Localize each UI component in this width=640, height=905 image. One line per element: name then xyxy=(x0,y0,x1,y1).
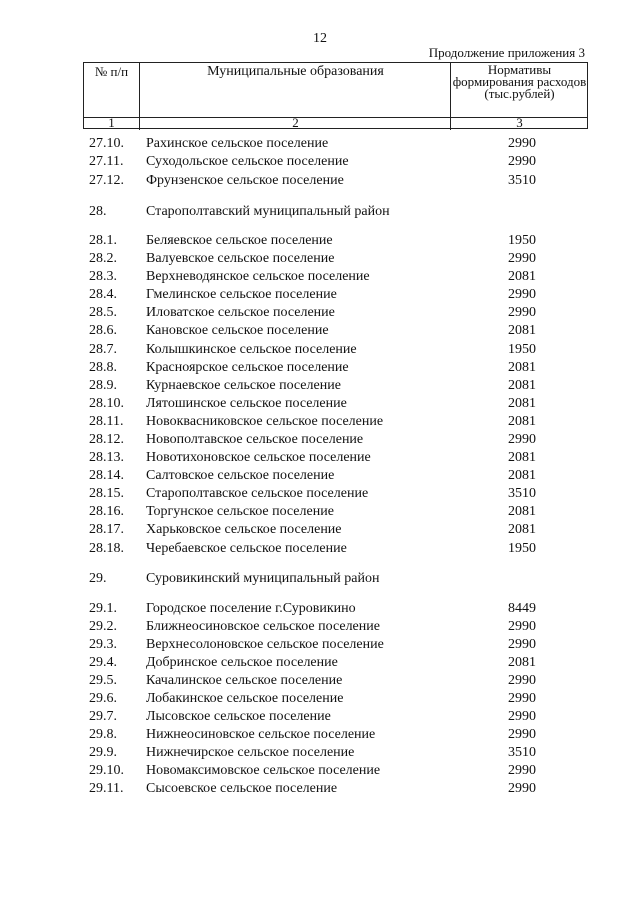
row-number: 28.18. xyxy=(89,541,124,556)
table-row xyxy=(0,467,640,484)
column-number-1: 1 xyxy=(108,115,115,130)
norm-value: 2990 xyxy=(508,709,536,724)
row-number: 29.1. xyxy=(89,601,117,616)
norm-value: 3510 xyxy=(508,173,536,188)
table-row xyxy=(0,690,640,707)
row-number: 29.5. xyxy=(89,673,117,688)
norm-value: 2990 xyxy=(508,619,536,634)
row-number: 28.7. xyxy=(89,342,117,357)
table-row xyxy=(0,449,640,466)
norm-value: 2990 xyxy=(508,305,536,320)
table-row xyxy=(0,654,640,671)
table-row xyxy=(0,521,640,538)
norm-value: 2990 xyxy=(508,691,536,706)
row-number: 28.11. xyxy=(89,414,124,429)
table-row xyxy=(0,153,640,170)
municipality-name: Сысоевское сельское поселение xyxy=(146,781,338,796)
municipality-name: Салтовское сельское поселение xyxy=(146,468,335,483)
municipality-name: Колышкинское сельское поселение xyxy=(146,342,357,357)
row-number: 29.7. xyxy=(89,709,117,724)
norm-value: 2990 xyxy=(508,673,536,688)
header-col-number: № п/п xyxy=(94,64,129,79)
municipality-name: Нижнеосиновское сельское поселение xyxy=(146,727,376,742)
norm-value: 2990 xyxy=(508,432,536,447)
table-row xyxy=(0,286,640,303)
row-number: 27.11. xyxy=(89,154,124,169)
municipality-name: Старополтавский муниципальный район xyxy=(146,204,390,219)
municipality-name: Нижнечирское сельское поселение xyxy=(146,745,355,760)
page-number: 12 xyxy=(313,31,327,46)
table-row xyxy=(0,540,640,557)
row-number: 28.5. xyxy=(89,305,117,320)
norm-value: 2081 xyxy=(508,504,536,519)
municipality-name: Рахинское сельское поселение xyxy=(146,136,329,151)
row-number: 28.15. xyxy=(89,486,124,501)
municipality-name: Лятошинское сельское поселение xyxy=(146,396,347,411)
table-row xyxy=(0,708,640,725)
norm-value: 2990 xyxy=(508,781,536,796)
row-number: 28.12. xyxy=(89,432,124,447)
table-row xyxy=(0,232,640,249)
norm-value: 3510 xyxy=(508,745,536,760)
row-number: 28.13. xyxy=(89,450,124,465)
row-number: 28.9. xyxy=(89,378,117,393)
municipality-name: Верхнесолоновское сельское поселение xyxy=(146,637,384,652)
row-number: 29.6. xyxy=(89,691,117,706)
municipality-name: Торгунское сельское поселение xyxy=(146,504,334,519)
row-number: 28.14. xyxy=(89,468,124,483)
norm-value: 2990 xyxy=(508,136,536,151)
table-row xyxy=(0,203,640,220)
row-number: 29.8. xyxy=(89,727,117,742)
row-number: 28.1. xyxy=(89,233,117,248)
table-row xyxy=(0,377,640,394)
municipality-name: Качалинское сельское поселение xyxy=(146,673,343,688)
municipality-name: Валуевское сельское поселение xyxy=(146,251,335,266)
row-number: 27.12. xyxy=(89,173,124,188)
row-number: 28.10. xyxy=(89,396,124,411)
municipality-name: Старополтавское сельское поселение xyxy=(146,486,369,501)
table-row xyxy=(0,726,640,743)
header-column-numbers xyxy=(84,117,587,129)
municipality-name: Лысовское сельское поселение xyxy=(146,709,331,724)
norm-value: 1950 xyxy=(508,342,536,357)
norm-value: 2990 xyxy=(508,763,536,778)
municipality-name: Суходольское сельское поселение xyxy=(146,154,349,169)
table-row xyxy=(0,268,640,285)
municipality-name: Ближнеосиновское сельское поселение xyxy=(146,619,380,634)
continuation-note: Продолжение приложения 3 xyxy=(428,45,585,60)
row-number: 28.16. xyxy=(89,504,124,519)
table-row xyxy=(0,485,640,502)
row-number: 28. xyxy=(89,204,107,219)
norm-value: 2990 xyxy=(508,637,536,652)
norm-value: 2081 xyxy=(508,396,536,411)
norm-value: 2990 xyxy=(508,287,536,302)
table-row xyxy=(0,172,640,189)
table-row xyxy=(0,431,640,448)
municipality-name: Харьковское сельское поселение xyxy=(146,522,342,537)
norm-value: 2081 xyxy=(508,360,536,375)
norm-value: 2081 xyxy=(508,378,536,393)
municipality-name: Беляевское сельское поселение xyxy=(146,233,333,248)
table-row xyxy=(0,395,640,412)
header-col-name: Муниципальные образования xyxy=(139,63,451,117)
norm-value: 2081 xyxy=(508,414,536,429)
norm-value: 8449 xyxy=(508,601,536,616)
row-number: 29.11. xyxy=(89,781,124,796)
norm-value: 2990 xyxy=(508,154,536,169)
municipality-name: Кановское сельское поселение xyxy=(146,323,329,338)
table-row xyxy=(0,762,640,779)
municipality-name: Курнаевское сельское поселение xyxy=(146,378,341,393)
table-row xyxy=(0,618,640,635)
column-number-3: 3 xyxy=(516,115,523,130)
norm-value: 2990 xyxy=(508,727,536,742)
table-row xyxy=(0,250,640,267)
table-header xyxy=(83,62,588,129)
row-number: 28.6. xyxy=(89,323,117,338)
table-row xyxy=(0,780,640,797)
table-row xyxy=(0,413,640,430)
municipality-name: Красноярское сельское поселение xyxy=(146,360,349,375)
norm-value: 2081 xyxy=(508,450,536,465)
table-row xyxy=(0,672,640,689)
municipality-name: Гмелинское сельское поселение xyxy=(146,287,337,302)
municipality-name: Городское поселение г.Суровикино xyxy=(146,601,356,616)
norm-value: 2081 xyxy=(508,468,536,483)
municipality-name: Иловатское сельское поселение xyxy=(146,305,335,320)
row-number: 29.2. xyxy=(89,619,117,634)
norm-value: 2081 xyxy=(508,323,536,338)
norm-value: 1950 xyxy=(508,541,536,556)
municipality-name: Верхневодянское сельское поселение xyxy=(146,269,370,284)
row-number: 28.4. xyxy=(89,287,117,302)
row-number: 28.2. xyxy=(89,251,117,266)
municipality-name: Новополтавское сельское поселение xyxy=(146,432,364,447)
table-row xyxy=(0,135,640,152)
municipality-name: Фрунзенское сельское поселение xyxy=(146,173,344,188)
municipality-name: Новотихоновское сельское поселение xyxy=(146,450,371,465)
municipality-name: Новоквасниковское сельское поселение xyxy=(146,414,384,429)
row-number: 29.9. xyxy=(89,745,117,760)
table-row xyxy=(0,600,640,617)
municipality-name: Новомаксимовское сельское поселение xyxy=(146,763,381,778)
table-row xyxy=(0,341,640,358)
norm-value: 1950 xyxy=(508,233,536,248)
column-number-2: 2 xyxy=(292,115,299,130)
table-row xyxy=(0,570,640,587)
norm-value: 2081 xyxy=(508,522,536,537)
row-number: 28.3. xyxy=(89,269,117,284)
table-row xyxy=(0,322,640,339)
column-number-2-cell xyxy=(139,115,451,130)
municipality-name: Добринское сельское поселение xyxy=(146,655,338,670)
row-number: 28.17. xyxy=(89,522,124,537)
table-row xyxy=(0,503,640,520)
column-number-3-cell xyxy=(450,115,588,130)
row-number: 29.10. xyxy=(89,763,124,778)
municipality-name: Лобакинское сельское поселение xyxy=(146,691,344,706)
row-number: 28.8. xyxy=(89,360,117,375)
norm-value: 2990 xyxy=(508,251,536,266)
norm-value: 3510 xyxy=(508,486,536,501)
row-number: 27.10. xyxy=(89,136,124,151)
row-number: 29. xyxy=(89,571,107,586)
norm-value: 2081 xyxy=(508,269,536,284)
row-number: 29.4. xyxy=(89,655,117,670)
table-row xyxy=(0,304,640,321)
row-number: 29.3. xyxy=(89,637,117,652)
municipality-name: Черебаевское сельское поселение xyxy=(146,541,347,556)
table-row xyxy=(0,359,640,376)
header-col-norm: Нормативы формирования расходов (тыс.рублей) xyxy=(450,63,588,117)
municipality-name: Суровикинский муниципальный район xyxy=(146,571,380,586)
table-row xyxy=(0,636,640,653)
norm-value: 2081 xyxy=(508,655,536,670)
table-row xyxy=(0,744,640,761)
